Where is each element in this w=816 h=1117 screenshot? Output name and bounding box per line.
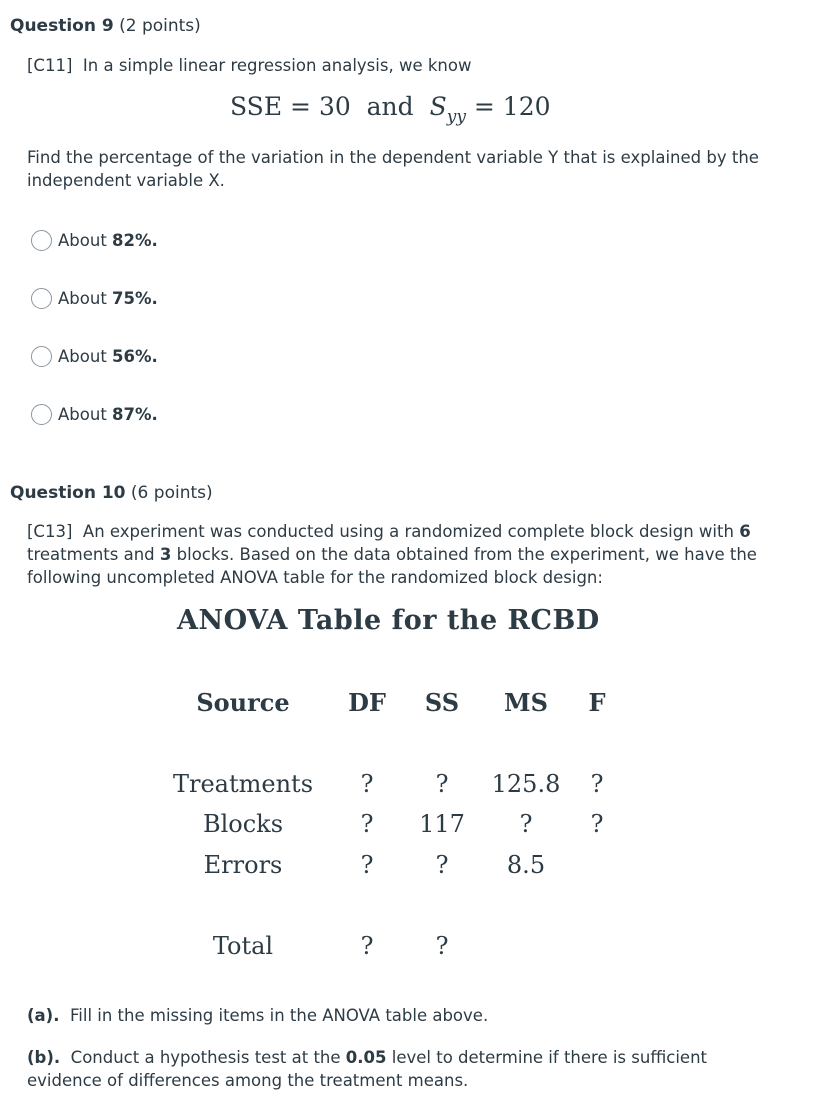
formula-equals-2: = — [473, 92, 495, 121]
radio-button[interactable] — [31, 404, 52, 425]
question-9-title: Question 9 — [10, 16, 114, 36]
row-total-df: ? — [360, 932, 374, 960]
choice-option-3[interactable] — [31, 346, 158, 367]
row-treatments-f: ? — [590, 770, 604, 798]
row-errors-source: Errors — [203, 851, 283, 879]
header-ms: MS — [504, 688, 548, 717]
choice-value: 75%. — [112, 289, 158, 308]
question-9-tag: [C11] — [27, 56, 73, 75]
part-a-text: Fill in the missing items in the ANOVA table above. — [69, 1006, 489, 1025]
question-9-points: (2 points) — [119, 16, 201, 36]
question-10-header — [10, 483, 213, 503]
row-errors-ss: ? — [435, 851, 449, 879]
blocks-count: 3 — [159, 545, 172, 564]
choice-value: 82%. — [112, 231, 158, 250]
choice-prefix: About — [58, 347, 107, 366]
question-10-points: (6 points) — [130, 483, 213, 503]
question-9-header — [10, 16, 201, 36]
choice-option-1[interactable] — [31, 230, 158, 251]
row-treatments-df: ? — [360, 770, 374, 798]
row-blocks-source: Blocks — [202, 810, 284, 838]
row-total-ss: ? — [435, 932, 449, 960]
row-treatments-ms: 125.8 — [491, 770, 561, 798]
row-blocks-ss: 117 — [419, 810, 465, 838]
question-10-title: Question 10 — [10, 483, 126, 503]
radio-button[interactable] — [31, 230, 52, 251]
treatments-count: 6 — [739, 522, 751, 541]
row-blocks-f: ? — [590, 810, 604, 838]
row-errors-df: ? — [360, 851, 374, 879]
part-b-label: (b). — [27, 1048, 61, 1067]
row-total-source: Total — [212, 932, 274, 960]
part-a — [27, 1004, 488, 1027]
row-blocks-ms: ? — [519, 810, 533, 838]
question-9-prompt: Find the percentage of the variation in the dependent variable Y that is explained by the independent variable X. — [27, 148, 759, 190]
header-source: Source — [196, 688, 290, 717]
formula-syy-value: 120 — [502, 92, 551, 121]
radio-button[interactable] — [31, 346, 52, 367]
row-blocks-df: ? — [360, 810, 374, 838]
question-10-text-part2: treatments and — [27, 545, 155, 564]
part-a-label: (a). — [27, 1006, 60, 1025]
significance-level: 0.05 — [345, 1048, 387, 1067]
header-ss: SS — [424, 688, 460, 717]
header-df: DF — [348, 688, 386, 717]
choice-value: 56%. — [112, 347, 158, 366]
choice-value: 87%. — [112, 405, 158, 424]
choice-option-2[interactable] — [31, 288, 158, 309]
formula-sse-value: 30 — [318, 92, 351, 121]
radio-button[interactable] — [31, 288, 52, 309]
question-10-text-part3: blocks. Based on the data obtained from the experiment, we have the following uncompleted ANOVA table for the randomized block design: — [27, 545, 757, 587]
part-b-post: level to determine if there is sufficient evidence of differences among the treatment means. — [27, 1048, 708, 1090]
choice-prefix: About — [58, 405, 107, 424]
question-10-tag: [C13] — [27, 522, 73, 541]
formula-s-label: S — [429, 92, 447, 121]
part-b-pre: Conduct a hypothesis test at the — [70, 1048, 341, 1067]
part-b — [27, 1046, 767, 1092]
formula-sse-label: SSE — [230, 92, 283, 121]
choice-prefix: About — [58, 231, 107, 250]
formula-s-subscript: yy — [446, 107, 466, 127]
question-10-text — [27, 520, 767, 589]
row-treatments-ss: ? — [435, 770, 449, 798]
question-9-formula — [230, 92, 551, 127]
anova-title: ANOVA Table for the RCBD — [177, 605, 600, 636]
choice-prefix: About — [58, 289, 107, 308]
question-10-text-part1: An experiment was conducted using a randomized complete block design with — [82, 522, 734, 541]
row-errors-ms: 8.5 — [506, 851, 546, 879]
question-9-intro — [27, 54, 471, 77]
formula-equals-1: = — [290, 92, 311, 121]
formula-and: and — [366, 92, 414, 121]
question-9-intro-text: In a simple linear regression analysis, we know — [82, 56, 472, 75]
row-treatments-source: Treatments — [172, 770, 314, 798]
choice-option-4[interactable] — [31, 404, 158, 425]
header-f: F — [588, 688, 606, 717]
